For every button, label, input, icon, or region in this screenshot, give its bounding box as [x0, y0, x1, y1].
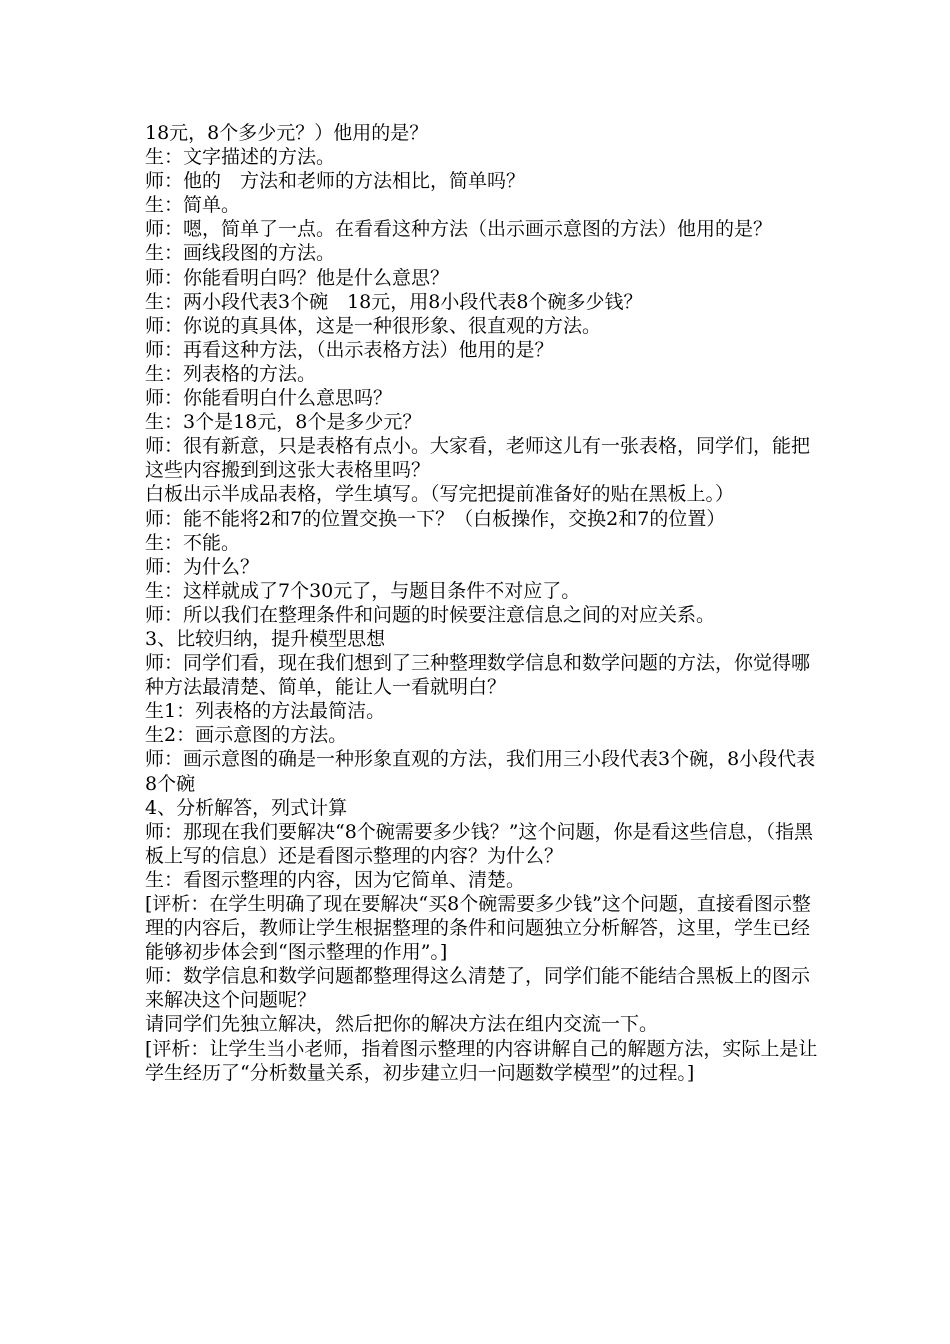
section-heading: 3、比较归纳，提升模型思想	[145, 627, 386, 650]
text-line: 师：他的 方法和老师的方法相比，简单吗？	[145, 170, 526, 193]
text-line: 师：再看这种方法，（出示表格方法）他用的是？	[145, 338, 554, 361]
text-line: 生：这样就成了7个30元了，与题目条件不对应了。	[145, 579, 581, 602]
text-line: 师：嗯，简单了一点。在看看这种方法（出示画示意图的方法）他用的是？	[145, 218, 773, 241]
text-line: 生：画线段图的方法。	[145, 242, 336, 265]
text-line: 师：那现在我们要解决“8个碗需要多少钱？”这个问题，你是看这些信息，（指黑板上写的信息）还是看图示整理的内容？为什么？	[145, 820, 814, 867]
text-line: 师：你说的真具体，这是一种很形象、很直观的方法。	[145, 314, 602, 337]
text-line: 师：数学信息和数学问题都整理得这么清楚了，同学们能不能结合黑板上的图示来解决这个问题呢？	[145, 965, 811, 1012]
document-body	[145, 121, 821, 1085]
text-line: 师：为什么？	[145, 555, 260, 578]
text-line: 师：你能看明白吗？他是什么意思？	[145, 266, 450, 289]
commentary-note: [评析：在学生明确了现在要解决“买8个碗需要多少钱”这个问题，直接看图示整理的内容后，教师让学生根据整理的条件和问题独立分析解答，这里，学生已经能够初步体会到“图示整理的作用”。]	[145, 893, 811, 964]
text-line: 生：列表格的方法。	[145, 362, 317, 385]
text-line: 师：能不能将2和7的位置交换一下？（白板操作，交换2和7的位置）	[145, 507, 726, 530]
text-line: 师：同学们看，现在我们想到了三种整理数学信息和数学问题的方法，你觉得哪种方法最清楚、简单，能让人一看就明白？	[145, 652, 811, 699]
text-line: 生：看图示整理的内容，因为它简单、清楚。	[145, 868, 526, 891]
text-line: 生：简单。	[145, 194, 241, 217]
text-line: 生：不能。	[145, 531, 241, 554]
section-heading: 4、分析解答，列式计算	[145, 796, 348, 819]
text-line: 白板出示半成品表格，学生填写。（写完把提前准备好的贴在黑板上。）	[145, 483, 735, 506]
text-line: 生：文字描述的方法。	[145, 146, 336, 169]
text-line: 生：3个是18元，8个是多少元？	[145, 411, 422, 434]
text-line: 师：所以我们在整理条件和问题的时候要注意信息之间的对应关系。	[145, 603, 716, 626]
text-line: 请同学们先独立解决，然后把你的解决方法在组内交流一下。	[145, 1013, 659, 1036]
text-line: 师：画示意图的确是一种形象直观的方法，我们用三小段代表3个碗，8小段代表8个碗	[145, 748, 816, 795]
text-line: 师：很有新意，只是表格有点小。大家看，老师这儿有一张表格，同学们，能把这些内容搬到到这张大表格里吗？	[145, 435, 811, 482]
text-line: 生1：列表格的方法最简洁。	[145, 700, 386, 723]
text-line: 18元，8个多少元？）他用的是？	[145, 122, 429, 144]
commentary-note: [评析：让学生当小老师，指着图示整理的内容讲解自己的解题方法，实际上是让学生经历了“分析数量关系，初步建立归一问题数学模型”的过程。]	[145, 1037, 818, 1084]
text-line: 生2：画示意图的方法。	[145, 724, 348, 747]
text-line: 师：你能看明白什么意思吗？	[145, 387, 393, 410]
text-line: 生：两小段代表3个碗 18元，用8小段代表8个碗多少钱？	[145, 290, 643, 313]
